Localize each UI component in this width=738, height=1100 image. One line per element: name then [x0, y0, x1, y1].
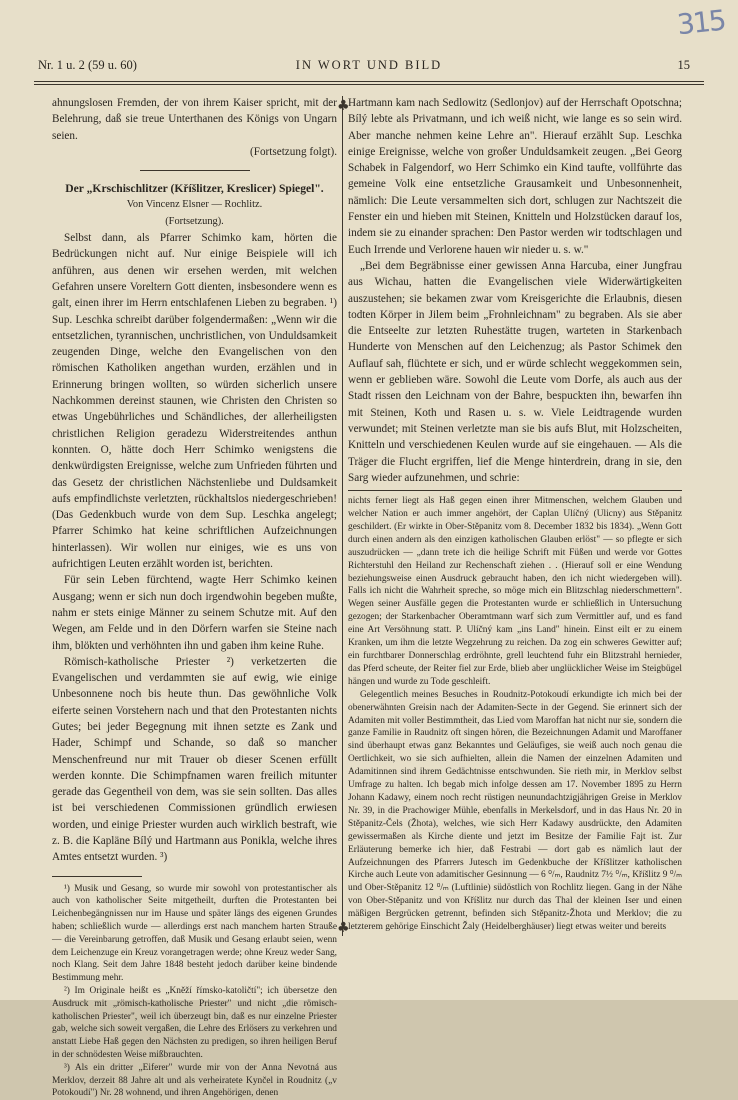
header-rule-thin: [34, 84, 704, 85]
paragraph: Selbst dann, als Pfarrer Schimko kam, hörten die Bedrückungen nicht auf. Nur einige Beispiele will ich anführen, aus denen wir ersehen werden, mit welchen Gefahren unsere Voreltern Gott dienten, insbesondere wenn es galt, einen ihrer im Herrn entschlafenen Lieben zu begraben. ¹) Sup. Leschka schreibt darüber folgendermaßen: „Wenn wir die entsetzlichen, tyrannischen, unchristlichen, von Unduldsamkeit zeugenden Dinge, welche den Evangelischen von den römischen Katholiken angethan wurden, erzählen und in Erinnerung bringen wollten, so würden sicherlich unsere Nachkommen dereinst staunen, wie Christen den Christen so etwas Ungebührliches und Schändliches, der allerheiligsten christlichen Religion geradezu Widerstreitendes anthun konnten. O, hätte doch Herr Schimko wenigstens die denkwürdigsten Ereignisse, welche zum Unfrieden führten und das Gesetz der christlichen Nächstenliebe und Duldsamkeit aufs empfindlichste verletzten, rückhaltslos niedergeschrieben! (Das Gedenkbuch wurde von dem Sup. Leschka angelegt; Pfarrer Schimko hat keine schriftlichen Aufzeichnungen hinterlassen). Wir wollen nur einiges, wie es uns von aufrichtigen Leuten erzählt worden ist, berichten.: [52, 232, 337, 571]
paragraph: Hartmann kam nach Sedlowitz (Sedlonjov) auf der Herrschaft Opotschna; Bílý lebte als Privatmann, und ich weiß nicht, wie lange es so sein wird. Aber manche nehmen keine Lehre an". Hierauf erzählt Sup. Leschka einige Ereignisse, welche von großer Unduldsamkeit zeugen. „Bei Georg Schabek in Falgendorf, wo Herr Schimko ein Kind taufte, vollführte das gemeine Volk eine entsetzliche Grausamkeit und Unbesonnenheit, nämlich: Die Leute versammelten sich dort, schlugen zur Nachtszeit die Fenster ein und hieben mit Steinen, Knitteln und Holzstücken darauf los, indem sie zu einander sprachen: Den Pastor werden wir todtschlagen und Euch Irrende und Verlorene hauen wir nieder u. s. w.": [348, 97, 682, 256]
footnote: ³) Als ein dritter „Eiferer" wurde mir von der Anna Nevotná aus Merklov, derzeit 88 Jahre alt und als verheiratete Kynčel in Roudnitz („v Potokoudí") Nr. 28 wohnend, und ihren Angehörigen, denen: [52, 1062, 337, 1099]
paragraph: Für sein Leben fürchtend, wagte Herr Schimko keinen Ausgang; wenn er sich nun doch irgendwohin begeben mußte, nahm er stets einige Männer zu seinem Schutze mit. Auf den Wegen, am Felde und in den Dörfern warfen sie Steine nach ihm, blökten und verhöhnten ihn und gaben ihm keine Ruhe.: [52, 574, 337, 652]
column-divider: [342, 96, 343, 936]
footnote: ²) Im Originale heißt es „Kněží římsko-katoličtí"; ich übersetze den Ausdruck mit „römisch-katholische Priester" und nicht „die römisch-katholischen Priester", weil ich überzeugt bin, daß es nur einzelne Priester gab, welche sich soweit vergaßen, die Lehre des Erlösers zu verkehren und anstatt Liebe Haß gegen den Nächsten zu predigen, so ihren heiligen Beruf in der schnödesten Weise mißbrauchten.: [52, 986, 337, 1061]
footnote-separator: [348, 490, 682, 491]
ornament-bottom-icon: ♣: [337, 920, 350, 936]
ornament-top-icon: ♣: [337, 98, 350, 114]
paragraph: „Bei dem Begräbnisse einer gewissen Anna Harcuba, einer Jungfrau aus Wichau, hatten die Evangelischen viele Widerwärtigkeiten auszustehen; sie bekamen zwar vom Kreisgerichte die Erlaubnis, diesen todten Körper in Jilem beim „Frohnleichnam" zu begraben. Als sie aber die Entseelte zur letzten Ruhestätte trugen, warteten in Starkenbach Hunderte von Menschen auf den Leichenzug; als Pastor Schimek den Auflauf sah, flüchtete er sich, und er würde schlecht weggekommen sein, wenn er geblieben wäre. Sowohl die Leute vom Dorfe, als auch aus der Stadt rissen den Leichnam von der Bahre, bespuckten ihn, bewarfen ihn mit Steinen, Koth und Rasen u. s. w. Viele Leidtragende wurden verwundet; mit Steinen verletzte man sie bis aufs Blut, mit Holzscheiten, Knitteln und verschiedenen Keulen wurde auf sie eingehauen. — Als die Träger die Flucht ergriffen, lief die Menge hinterdrein, drang in sie, den Sarg wieder aufzunehmen, und schrie:: [348, 259, 682, 484]
footnote-text: Gelegentlich meines Besuches in Roudnitz-Potokoudí erkundigte ich mich bei der obenerwähnten Greisin nach der Adamiten-Secte in der Gegend. Sie erinnert sich der Adamiten mit voller Bestimmtheit, das Lied vom Maroffan hat nicht nur sie, sondern die ganze Familie in Raudnitz oft singen hören, die Bezeichnungen Adamit und Maroffaner sind überhaupt etwas ganz Bekanntes und Geläufiges, sie weiß auch noch genau die Oertlichkeit, wo sie sich aufhielten, allein die Namen der einzelnen Adamiten und Adamitinnen sind ihrem Gedächtnisse entschwunden. Sie rieth mir, in Merklov selbst Umfrage zu halten. Ich begab mich infolge dessen am 17. November 1895 zu Herrn Johann Kadawy, einem noch recht rüstigen neunundachtzigjährigen Greise in Merklov Nr. 39, in die Prachowiger Mühle, ebenfalls in Merkelsdorf, und in das Haus Nr. 20 in Stěpanitz-Čels (Žhota), welches, wie sich Herr Kadawy ausdrückte, den Adamiten gewissermaßen als Kirche diente und jetzt im Besitze der Familie Fajt ist. Zur Erläuterung bemerke ich hier, daß Festrabi — dort gab es nämlich laut der Aufzeichnungen des Pfarrers Jutesch im Gedenkbuche der Kříšlitzer katholischen Kirche auch Leute von adamitischer Gesinnung — 6 ⁰/ₘ, Raudnitz 7½ ⁰/ₘ, Kříšlitz 9 ⁰/ₘ und Ober-Stěpanitz 12 ⁰/ₘ (Luftlinie) südöstlich von Rochlitz liegen. Gang in der Nähe von Ober-Stěpanitz und von Kříšlitz nur durch das Thal der kleinen Iser und einen mäßigen Bergrücken getrennt, befinden sich Stěpanitz-Žhota und Merklov; die zu letzterem gehörige Einschicht Žaly (Heidelberghäuser) liegt etwas weiter und bereits: [348, 689, 682, 933]
paragraph: Römisch-katholische Priester ²) verketzerten die Evangelischen und verdammten sie auf ewig, wie einige Unbesonnene noch bis heute thun. Das gewöhnliche Volk eiferte seinen Vorstehern nach und that den Protestanten nichts Gutes; bei jeder Begegnung mit ihnen setzte es Zank und Hader, Schimpf und Schande, so daß so mancher Menschenfreund nur mit Trauer ob dieser Scenen erfüllt werden konnte. Die Schimpfnamen waren freilich mitunter gerade das Gegentheil von dem, was sie sein sollten. Das alles ist bei verschiedenen Commissionen gründlich erwiesen worden, und einige Priester wurden auch wirklich bestraft, wie z. B. die Kapläne Bílý und Hartmann aus Ponikla, welche ihres Amtes entsetzt wurden. ³): [52, 655, 337, 864]
header-rule: [34, 81, 704, 82]
article-continuation: (Fortsetzung).: [165, 215, 224, 227]
article-byline: Von Vincenz Elsner — Rochlitz.: [126, 199, 263, 211]
footnote-continuation: [348, 495, 682, 934]
footnote: ¹) Musik und Gesang, so wurde mir sowohl von protestantischer als auch von katholischer Seite mitgetheilt, durften die Protestanten bei Leichenbegängnissen nur im Hause und später längs des eigenen Grundes haben; schließlich wurde — allerdings erst nach manchem harten Strauße — die Vereinbarung getroffen, daß Musik und Gesang erlaubt seien, wenn dem Leichenzuge ein Kreuz vorangetragen werde; ohne Kreuz weder Sang, noch Klang. Seit dem Jahre 1848 besteht jedoch darüber keine bindende Bestimmung mehr.: [52, 883, 337, 984]
article-title: Der „Krschischlitzer (Kříšlitzer, Kreslicer) Spiegel".: [65, 182, 324, 196]
continuation-note: (Fortsetzung folgt).: [250, 145, 337, 158]
section-divider: [140, 170, 250, 171]
page-number: 15: [677, 58, 690, 72]
right-column: [348, 95, 682, 934]
issue-number: Nr. 1 u. 2 (59 u. 60): [38, 58, 137, 72]
footnotes: [52, 883, 337, 1100]
handwritten-page-number: 315: [674, 3, 726, 42]
footnote-rule: [52, 876, 142, 877]
footnote-text: nichts ferner liegt als Haß gegen einen ihrer Mitmenschen, welchem Glauben und welcher Nation er auch immer angehört, der Caplan Ulíčný (Ulicny) aus Stěpanitz geschildert. (Er wirkte in Ober-Stěpanitz vom 8. December 1832 bis 1834). „Wenn Gott durch einen andern als den einzigen katholischen Glauben erlöst" — so pflegte er sich auszudrücken — „dann trete ich die heilige Schrift mit Füßen und werde vor Gottes Richterstuhl den Heiland zur Rechenschaft ziehen . . (Hierauf soll er eine Wendung beziehungsweise einen Ausdruck gebraucht haben, den ich nicht wiedergeben will). Falls ich nicht die Wahrheit spreche, so möge mich ein Blitzschlag niederschmettern". Wegen seiner Ausfälle gegen die Protestanten wurde er schließlich in Untersuchung gezogen; der Starkenbacher Oberamtmann warf sich zum Vermittler auf, und es fand eine Art Versöhnung statt. P. Ulíčný kam „ins Land" hinein. Einst eilt er zu einem Kranken, um ihm die letzte Wegzehrung zu reichen. Da zog ein schweres Gewitter auf; ein furchtbarer Donnerschlag erdröhnte, grell leuchtend fuhr ein Blitzstrahl hernieder, das Pferd scheute, der Reiter fiel zur Erde, blieb aber unglücklicher Weise im Steigbügel hängen und wurde zu Tode geschleift.: [348, 496, 682, 687]
publication-title: IN WORT UND BILD: [295, 58, 443, 72]
intro-paragraph: ahnungslosen Fremden, der von ihrem Kaiser spricht, mit der Belehrung, daß sie treue Unterthanen des Königs von Ungarn seien.: [52, 97, 337, 142]
page-header: [38, 58, 700, 80]
left-column: [52, 95, 337, 1100]
